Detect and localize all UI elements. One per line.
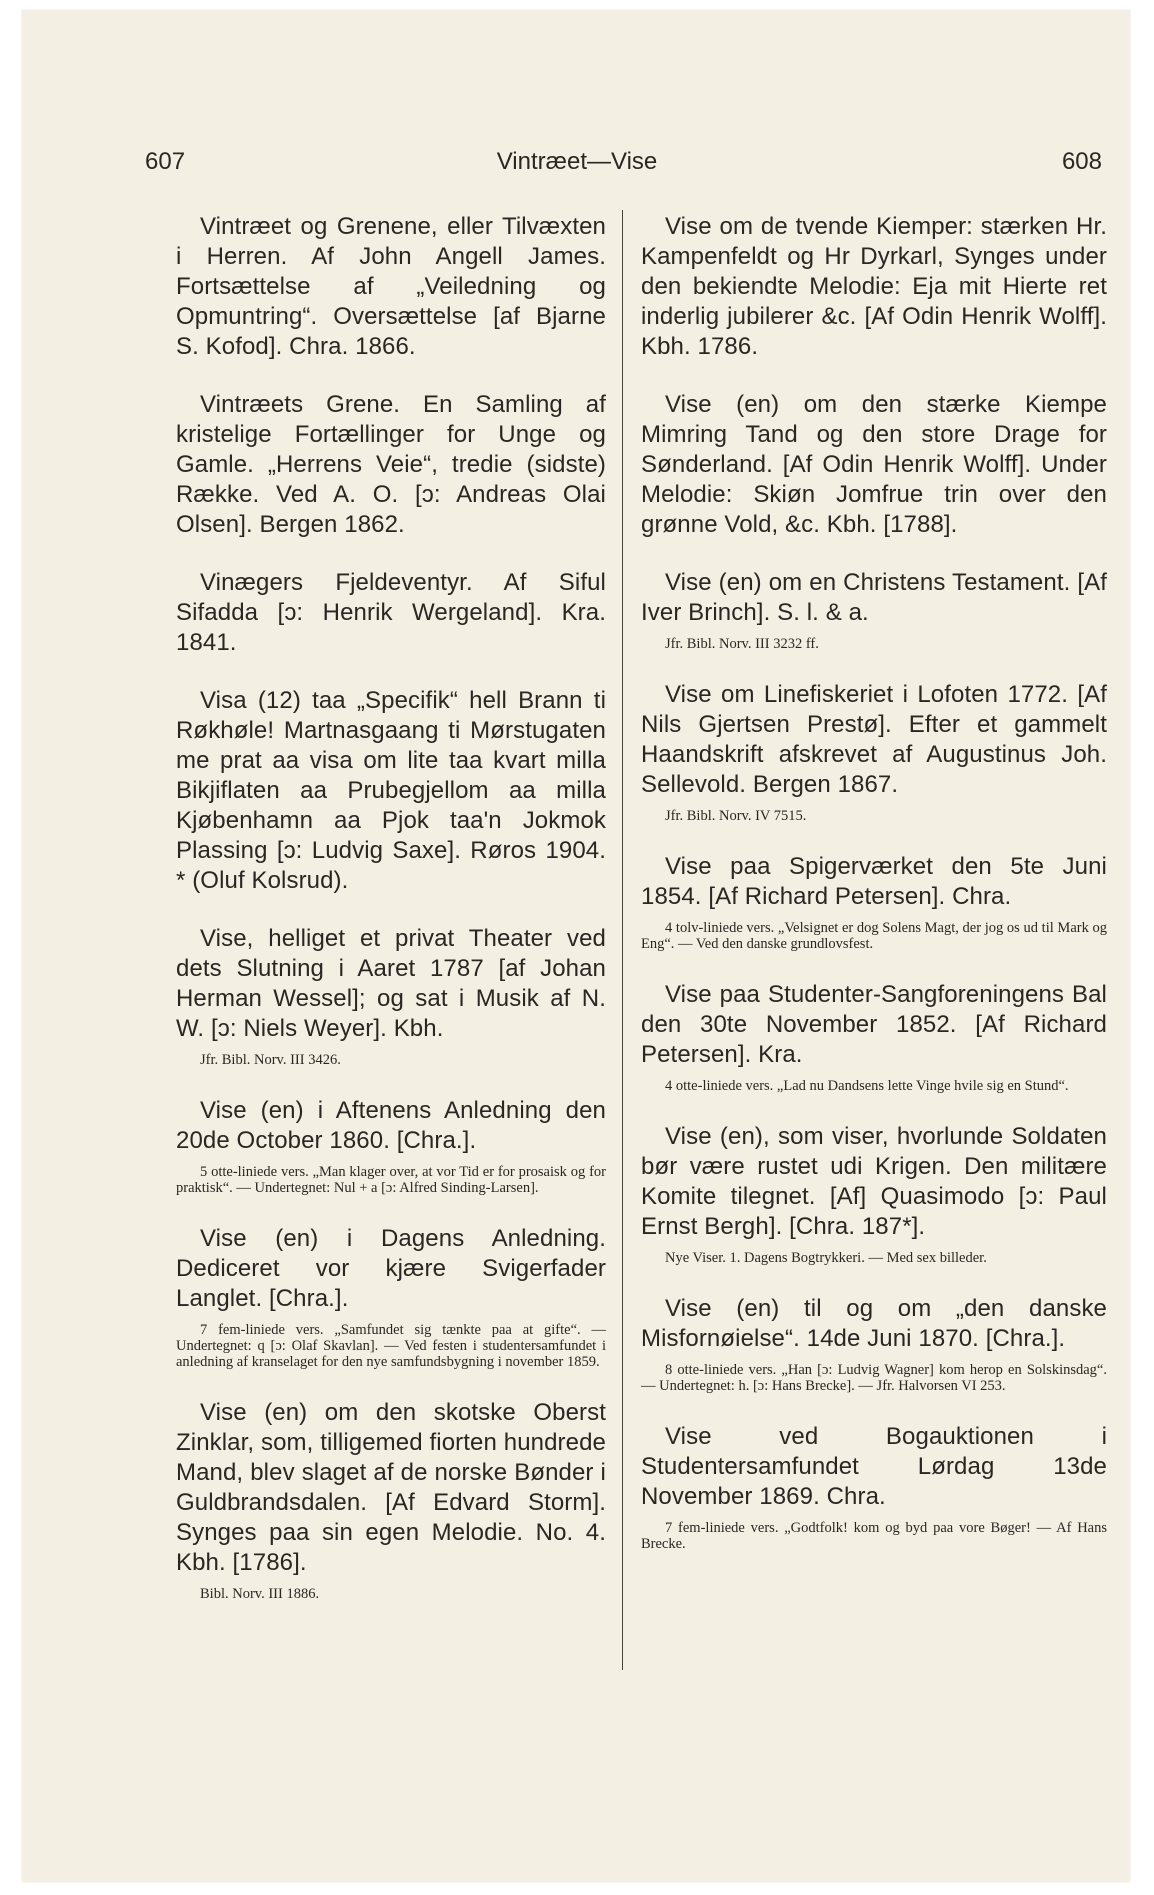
entry-text: Vise (en), som viser, hvorlunde Soldaten bør være rustet udi Krigen. Den militære Komite tilegnet. [Af] Quasimodo [ɔ: Paul Ernst Bergh]. [Chra. 187*]. (641, 1123, 1107, 1240)
bibliography-entry (641, 1422, 1107, 1552)
entry-note: 7 fem-liniede vers. „Godtfolk! kom og byd paa vore Bøger! — Af Hans Brecke. (641, 1520, 1107, 1552)
entry-text: Vise om Linefiskeriet i Lofoten 1772. [Af Nils Gjertsen Prestø]. Efter et gammelt Haandskrift afskrevet af Augustinus Joh. Sellevold. Bergen 1867. (641, 681, 1107, 798)
entry-note: Jfr. Bibl. Norv. III 3426. (200, 1052, 341, 1068)
entry-note: Bibl. Norv. III 1886. (200, 1586, 320, 1602)
entry-note: 4 otte-liniede vers. „Lad nu Dandsens lette Vinge hvile sig en Stund“. (665, 1078, 1069, 1094)
bibliography-entry (176, 568, 606, 658)
page-number-left: 607 (145, 148, 186, 175)
entry-text: Vintræets Grene. En Samling af kristelige Fortællinger for Unge og Gamle. „Herrens Veie“, tredie (sidste) Række. Ved A. O. [ɔ: Andreas Olai Olsen]. Bergen 1862. (176, 391, 606, 538)
bibliography-entry (176, 1224, 606, 1370)
right-column (641, 212, 1107, 1580)
entry-note: Jfr. Bibl. Norv. IV 7515. (665, 808, 807, 824)
entry-text: Vise (en) om den stærke Kiempe Mimring Tand og den store Drage for Sønderland. [Af Odin Henrik Wolff]. Under Melodie: Skiøn Jomfrue trin over den grønne Vold, &c. Kbh. [1788]. (641, 391, 1107, 538)
column-divider (622, 210, 623, 1670)
bibliography-entry (641, 568, 1107, 652)
bibliography-entry (176, 1096, 606, 1196)
bibliography-entry (641, 680, 1107, 824)
entry-text: Vise (en) i Dagens Anledning. Dediceret vor kjære Svigerfader Langlet. [Chra.]. (176, 1225, 606, 1312)
entry-text: Visa (12) taa „Specifik“ hell Brann ti Røkhøle! Martnasgaang ti Mørstugaten me prat aa visa om lite taa kvart milla Bikjiflaten aa Prubegjellom aa milla Kjøbenhamn aa Pjok taa'n Jokmok Plassing [ɔ: Ludvig Saxe]. Røros 1904. * (Oluf Kolsrud). (176, 687, 606, 894)
running-header (0, 148, 1154, 182)
left-column (176, 212, 606, 1630)
entry-text: Vise paa Spigerværket den 5te Juni 1854. [Af Richard Petersen]. Chra. (641, 853, 1107, 910)
page-number-right: 608 (1061, 148, 1102, 175)
entry-text: Vise ved Bogauktionen i Studentersamfundet Lørdag 13de November 1869. Chra. (641, 1423, 1107, 1510)
entry-note: Nye Viser. 1. Dagens Bogtrykkeri. — Med sex billeder. (665, 1250, 987, 1266)
running-title: Vintræet—Vise (496, 148, 658, 175)
bibliography-entry (641, 1294, 1107, 1394)
entry-text: Vise om de tvende Kiemper: stærken Hr. Kampenfeldt og Hr Dyrkarl, Synges under den bekiendte Melodie: Eja mit Hierte ret inderlig jubilerer &c. [Af Odin Henrik Wolff]. Kbh. 1786. (641, 213, 1107, 360)
entry-note: 5 otte-liniede vers. „Man klager over, at vor Tid er for prosaisk og for praktisk“. — Undertegnet: Nul + a [ɔ: Alfred Sinding-Larsen]. (176, 1164, 606, 1196)
entry-note: 4 tolv-liniede vers. „Velsignet er dog Solens Magt, der jog os ud til Mark og Eng“. — Ved den danske grundlovsfest. (641, 920, 1107, 952)
bibliography-entry (176, 924, 606, 1068)
entry-text: Vise (en) i Aftenens Anledning den 20de October 1860. [Chra.]. (176, 1097, 606, 1154)
entry-text: Vise paa Studenter-Sangforeningens Bal den 30te November 1852. [Af Richard Petersen]. Kra. (641, 981, 1107, 1068)
bibliography-entry (641, 980, 1107, 1094)
bibliography-entry (176, 390, 606, 540)
entry-note: 8 otte-liniede vers. „Han [ɔ: Ludvig Wagner] kom herop en Solskinsdag“. — Undertegnet: h. [ɔ: Hans Brecke]. — Jfr. Halvorsen VI 253. (641, 1362, 1107, 1394)
entry-note: Jfr. Bibl. Norv. III 3232 ff. (665, 636, 819, 652)
entry-note: 7 fem-liniede vers. „Samfundet sig tænkte paa at gifte“. — Undertegnet: q [ɔ: Olaf Skavlan]. — Ved festen i studentersamfundet i anledning af kranselaget for den nye samfundsbygning i november 1859. (176, 1322, 606, 1370)
bibliography-entry (641, 1122, 1107, 1266)
bibliography-entry (176, 686, 606, 896)
bibliography-entry (641, 212, 1107, 362)
bibliography-entry (641, 852, 1107, 952)
entry-text: Vise (en) til og om „den danske Misfornøielse“. 14de Juni 1870. [Chra.]. (641, 1295, 1107, 1352)
bibliography-entry (641, 390, 1107, 540)
entry-text: Vise (en) om den skotske Oberst Zinklar, som, tilligemed fiorten hundrede Mand, blev slaget af de norske Bønder i Guldbrandsdalen. [Af Edvard Storm]. Synges paa sin egen Melodie. No. 4. Kbh. [1786]. (176, 1399, 606, 1576)
entry-text: Vinægers Fjeldeventyr. Af Siful Sifadda [ɔ: Henrik Wergeland]. Kra. 1841. (176, 569, 606, 656)
entry-text: Vise, helliget et privat Theater ved dets Slutning i Aaret 1787 [af Johan Herman Wessel]; og sat i Musik af N. W. [ɔ: Niels Weyer]. Kbh. (176, 925, 606, 1042)
bibliography-entry (176, 1398, 606, 1602)
entry-text: Vintræet og Grenene, eller Tilvæxten i Herren. Af John Angell James. Fortsættelse af „Veiledning og Opmuntring“. Oversættelse [af Bjarne S. Kofod]. Chra. 1866. (176, 213, 606, 360)
entry-text: Vise (en) om en Christens Testament. [Af Iver Brinch]. S. l. & a. (641, 569, 1107, 626)
bibliography-entry (176, 212, 606, 362)
